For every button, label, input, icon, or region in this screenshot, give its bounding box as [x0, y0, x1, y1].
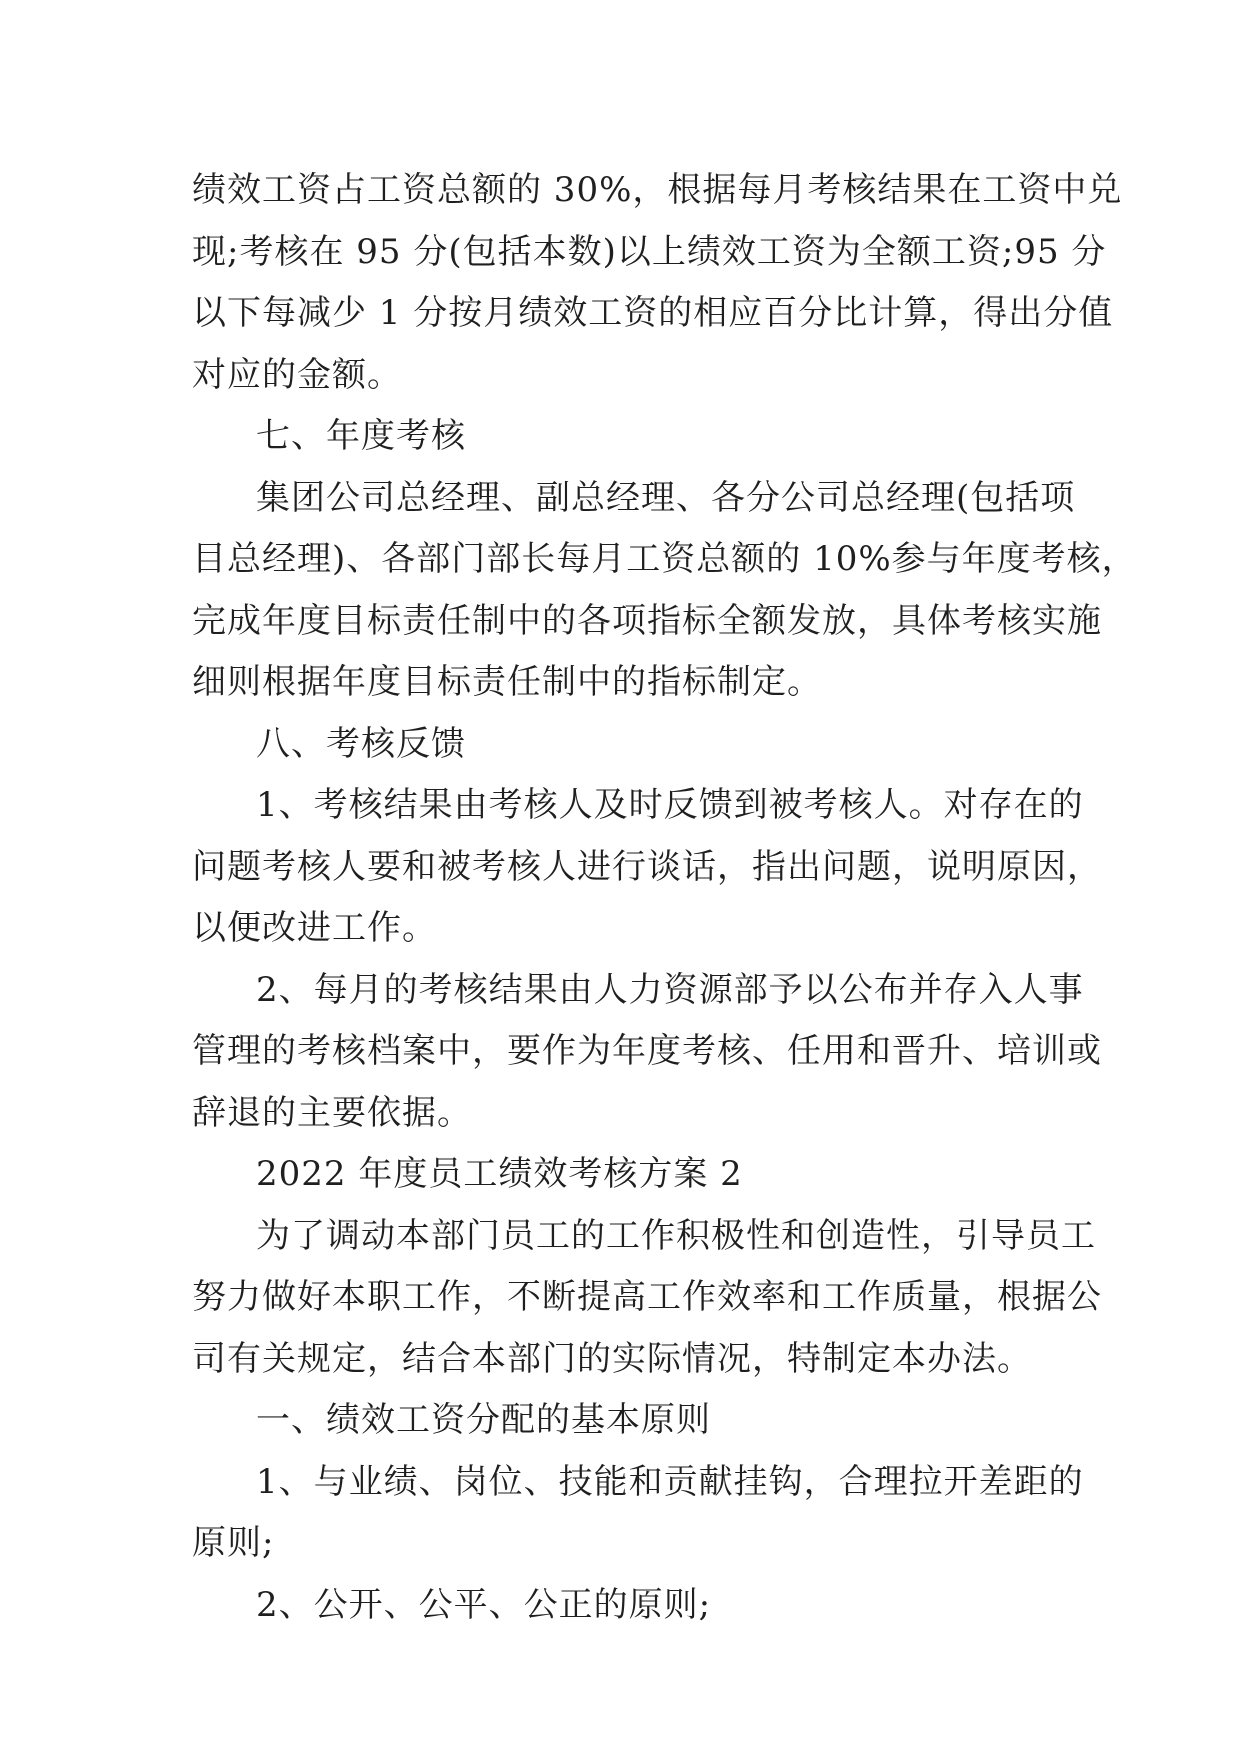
text-line-content: 1、与业绩、岗位、技能和贡献挂钩，合理拉开差距的 [256, 1461, 1084, 1502]
text-line [192, 1452, 1084, 1514]
text-line [192, 1575, 1052, 1637]
text-line [192, 468, 1076, 530]
paragraph-performance-pay [192, 160, 1123, 406]
section-heading [192, 406, 1052, 468]
document-subtitle-text: 2022 年度员工绩效考核方案 2 [256, 1154, 743, 1194]
text-line: 绩效工资占工资总额的 30%，根据每月考核结果在工资中兑 [192, 170, 1123, 210]
text-line: 以便改进工作。 [192, 908, 437, 948]
paragraph-feedback-item-1 [192, 775, 1102, 960]
text-line: 问题考核人要和被考核人进行谈话，指出问题，说明原因， [192, 846, 1102, 887]
text-line: 司有关规定，结合本部门的实际情况，特制定本办法。 [192, 1338, 1032, 1379]
section-heading-text: 八、考核反馈 [256, 723, 466, 764]
text-line: 原则; [192, 1523, 275, 1563]
text-line [192, 960, 1084, 1022]
heading-plan-2 [192, 1144, 1052, 1206]
text-line [192, 775, 1084, 837]
paragraph-principle-2 [192, 1575, 1052, 1637]
text-line-content: 为了调动本部门员工的工作积极性和创造性，引导员工 [256, 1215, 1096, 1256]
text-line-content: 2、公开、公平、公正的原则; [256, 1584, 712, 1625]
heading-basic-principles [192, 1390, 1052, 1452]
heading-assessment-feedback [192, 714, 1052, 776]
text-line: 完成年度目标责任制中的各项指标全额发放，具体考核实施 [192, 600, 1102, 641]
text-line-content: 1、考核结果由考核人及时反馈到被考核人。对存在的 [256, 785, 1084, 825]
text-line: 管理的考核档案中，要作为年度考核、任用和晋升、培训或 [192, 1031, 1102, 1071]
section-heading [192, 714, 1052, 776]
heading-annual-assessment [192, 406, 1052, 468]
paragraph-plan-purpose [192, 1206, 1102, 1391]
paragraph-principle-1 [192, 1452, 1084, 1575]
paragraph-annual-assessment [192, 468, 1137, 714]
text-line: 辞退的主要依据。 [192, 1092, 472, 1133]
section-heading-text: 一、绩效工资分配的基本原则 [256, 1400, 711, 1440]
document-body [192, 160, 1137, 1636]
text-line: 目总经理)、各部门部长每月工资总额的 10%参与年度考核， [192, 539, 1137, 579]
text-line: 现;考核在 95 分(包括本数)以上绩效工资为全额工资;95 分 [192, 231, 1107, 272]
paragraph-feedback-item-2 [192, 960, 1102, 1145]
text-line: 细则根据年度目标责任制中的指标制定。 [192, 662, 822, 702]
text-line [192, 1206, 1096, 1268]
document-subtitle [192, 1144, 1052, 1206]
text-line-content: 2、每月的考核结果由人力资源部予以公布并存入人事 [256, 969, 1084, 1010]
section-heading [192, 1390, 1052, 1452]
text-line-content: 集团公司总经理、副总经理、各分公司总经理(包括项 [256, 477, 1076, 518]
text-line: 努力做好本职工作，不断提高工作效率和工作质量，根据公 [192, 1277, 1102, 1317]
section-heading-text: 七、年度考核 [256, 416, 466, 456]
text-line: 以下每减少 1 分按月绩效工资的相应百分比计算，得出分值 [192, 293, 1114, 333]
text-line: 对应的金额。 [192, 354, 402, 395]
